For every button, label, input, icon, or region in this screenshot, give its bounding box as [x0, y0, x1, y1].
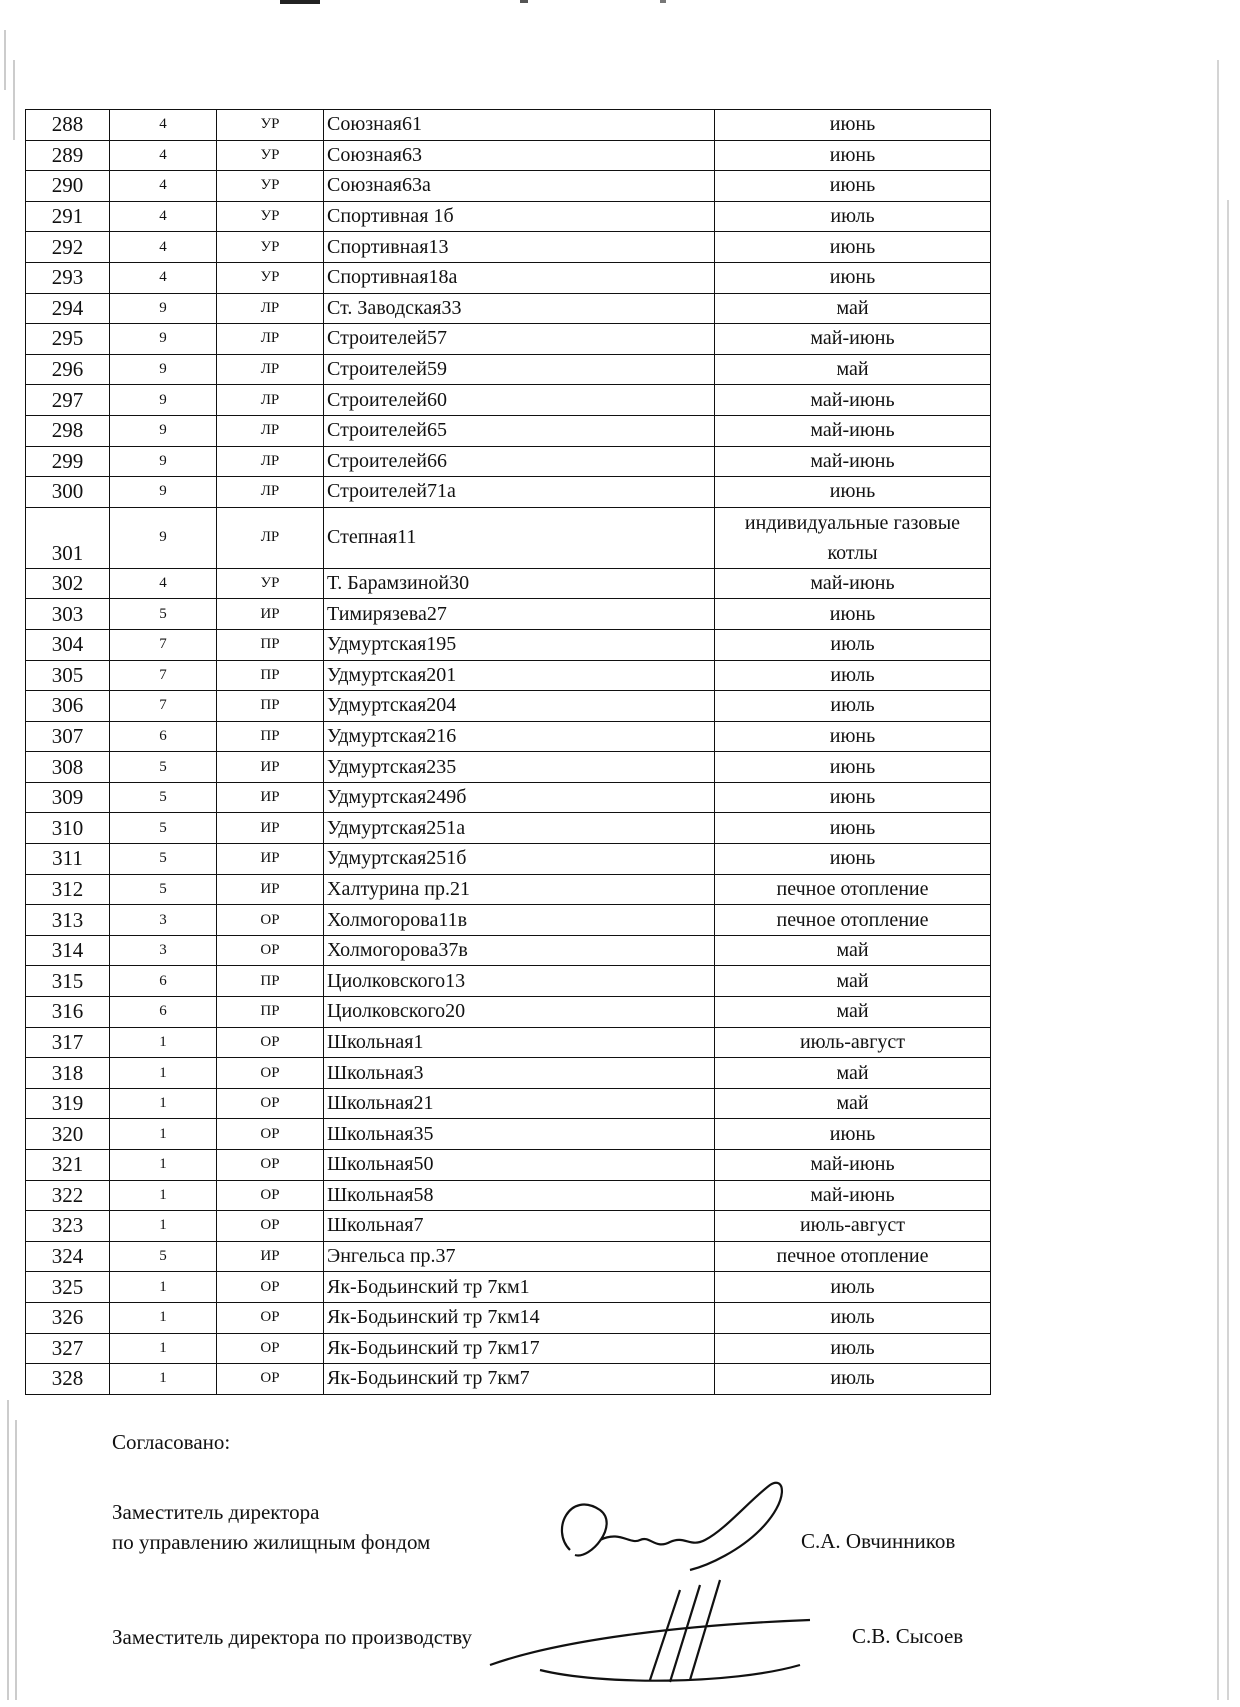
heating-month-cell: май [715, 293, 991, 324]
row-number-cell: 300 [26, 477, 110, 508]
district-abbr-cell: ИР [217, 599, 324, 630]
row-number-cell: 299 [26, 446, 110, 477]
district-abbr-cell: ПР [217, 966, 324, 997]
heating-month-cell: май [715, 966, 991, 997]
heating-month-cell: июль-август [715, 1027, 991, 1058]
address-cell: Спортивная13 [324, 232, 715, 263]
district-abbr-cell: УР [217, 232, 324, 263]
row-number-cell: 289 [26, 140, 110, 171]
district-code-cell: 7 [110, 629, 217, 660]
district-abbr-cell: УР [217, 262, 324, 293]
row-number-cell: 288 [26, 110, 110, 141]
row-number-cell: 292 [26, 232, 110, 263]
scan-edge-right [1210, 0, 1240, 1707]
scan-edge-top [0, 0, 1240, 14]
district-code-cell: 5 [110, 813, 217, 844]
district-abbr-cell: ОР [217, 1119, 324, 1150]
district-abbr-cell: ЛР [217, 354, 324, 385]
district-abbr-cell: ПР [217, 997, 324, 1028]
table-row [26, 782, 991, 813]
table-row [26, 415, 991, 446]
row-number-cell: 316 [26, 997, 110, 1028]
heating-month-cell: май [715, 354, 991, 385]
district-abbr-cell: ЛР [217, 293, 324, 324]
heating-month-cell: июнь [715, 721, 991, 752]
district-abbr-cell: ОР [217, 1180, 324, 1211]
table-row [26, 691, 991, 722]
district-code-cell: 1 [110, 1333, 217, 1364]
district-abbr-cell: ИР [217, 752, 324, 783]
district-abbr-cell: УР [217, 568, 324, 599]
table-row [26, 1302, 991, 1333]
table-row [26, 477, 991, 508]
table-row [26, 874, 991, 905]
district-code-cell: 4 [110, 568, 217, 599]
table-row [26, 905, 991, 936]
district-code-cell: 9 [110, 324, 217, 355]
heating-month-cell: июль [715, 660, 991, 691]
district-abbr-cell: ЛР [217, 415, 324, 446]
district-code-cell: 4 [110, 140, 217, 171]
row-number-cell: 317 [26, 1027, 110, 1058]
heating-month-cell: май-июнь [715, 324, 991, 355]
heating-month-cell: май [715, 997, 991, 1028]
row-number-cell: 320 [26, 1119, 110, 1150]
district-code-cell: 3 [110, 935, 217, 966]
table-row [26, 1058, 991, 1089]
heating-month-cell: июль [715, 629, 991, 660]
table-row [26, 1180, 991, 1211]
table-body [26, 110, 991, 1395]
address-cell: Холмогорова37в [324, 935, 715, 966]
heating-month-cell: июль [715, 691, 991, 722]
district-abbr-cell: ИР [217, 813, 324, 844]
row-number-cell: 322 [26, 1180, 110, 1211]
address-cell: Строителей66 [324, 446, 715, 477]
district-code-cell: 4 [110, 171, 217, 202]
signer1-position-line1: Заместитель директора [112, 1500, 320, 1524]
table-row [26, 201, 991, 232]
table-row [26, 262, 991, 293]
address-cell: Школьная1 [324, 1027, 715, 1058]
address-cell: Циолковского20 [324, 997, 715, 1028]
table-row [26, 171, 991, 202]
address-cell: Т. Барамзиной30 [324, 568, 715, 599]
heating-month-cell: июнь [715, 844, 991, 875]
district-code-cell: 7 [110, 660, 217, 691]
district-abbr-cell: ОР [217, 905, 324, 936]
heating-month-cell: май-июнь [715, 415, 991, 446]
heating-month-cell: май-июнь [715, 446, 991, 477]
row-number-cell: 321 [26, 1150, 110, 1181]
row-number-cell: 323 [26, 1211, 110, 1242]
address-cell: Як-Бодьинский тр 7км7 [324, 1364, 715, 1395]
signer1-name: С.А. Овчинников [801, 1529, 956, 1553]
district-code-cell: 4 [110, 232, 217, 263]
district-code-cell: 6 [110, 721, 217, 752]
row-number-cell: 303 [26, 599, 110, 630]
heating-month-cell: май [715, 1058, 991, 1089]
address-cell: Школьная58 [324, 1180, 715, 1211]
table-row [26, 629, 991, 660]
table-row [26, 110, 991, 141]
table-row [26, 140, 991, 171]
district-abbr-cell: ИР [217, 874, 324, 905]
table-row [26, 354, 991, 385]
address-cell: Тимирязева27 [324, 599, 715, 630]
table-row [26, 1333, 991, 1364]
district-code-cell: 1 [110, 1272, 217, 1303]
row-number-cell: 307 [26, 721, 110, 752]
district-code-cell: 5 [110, 599, 217, 630]
address-cell: Як-Бодьинский тр 7км14 [324, 1302, 715, 1333]
address-cell: Спортивная 1б [324, 201, 715, 232]
heating-month-cell: июнь [715, 1119, 991, 1150]
district-code-cell: 9 [110, 415, 217, 446]
table-row [26, 752, 991, 783]
district-code-cell: 4 [110, 262, 217, 293]
district-code-cell: 5 [110, 782, 217, 813]
table-row [26, 997, 991, 1028]
district-code-cell: 9 [110, 385, 217, 416]
heating-month-cell: июль-август [715, 1211, 991, 1242]
row-number-cell: 315 [26, 966, 110, 997]
heating-month-cell: июнь [715, 813, 991, 844]
table-row [26, 935, 991, 966]
district-code-cell: 1 [110, 1027, 217, 1058]
heating-month-cell: июнь [715, 599, 991, 630]
address-cell: Степная11 [324, 507, 715, 568]
district-code-cell: 1 [110, 1119, 217, 1150]
table-row [26, 813, 991, 844]
heating-month-cell: июнь [715, 110, 991, 141]
table-row [26, 385, 991, 416]
heating-month-cell: июль [715, 1302, 991, 1333]
address-cell: Школьная3 [324, 1058, 715, 1089]
district-code-cell: 1 [110, 1211, 217, 1242]
heating-month-cell: июнь [715, 752, 991, 783]
district-abbr-cell: ОР [217, 1058, 324, 1089]
table-row [26, 844, 991, 875]
district-abbr-cell: ОР [217, 935, 324, 966]
row-number-cell: 295 [26, 324, 110, 355]
row-number-cell: 306 [26, 691, 110, 722]
district-abbr-cell: ЛР [217, 477, 324, 508]
district-abbr-cell: ИР [217, 844, 324, 875]
row-number-cell: 311 [26, 844, 110, 875]
district-abbr-cell: ОР [217, 1302, 324, 1333]
heating-month-cell: июнь [715, 232, 991, 263]
heating-month-cell: май [715, 935, 991, 966]
address-cell: Удмуртская235 [324, 752, 715, 783]
row-number-cell: 326 [26, 1302, 110, 1333]
row-number-cell: 297 [26, 385, 110, 416]
heating-schedule-table-container [25, 109, 990, 1395]
address-cell: Циолковского13 [324, 966, 715, 997]
table-row [26, 507, 991, 568]
row-number-cell: 309 [26, 782, 110, 813]
row-number-cell: 302 [26, 568, 110, 599]
table-row [26, 1088, 991, 1119]
district-abbr-cell: ИР [217, 782, 324, 813]
district-code-cell: 7 [110, 691, 217, 722]
table-row [26, 1364, 991, 1395]
row-number-cell: 298 [26, 415, 110, 446]
district-abbr-cell: ОР [217, 1088, 324, 1119]
row-number-cell: 312 [26, 874, 110, 905]
address-cell: Школьная35 [324, 1119, 715, 1150]
address-cell: Ст. Заводская33 [324, 293, 715, 324]
district-code-cell: 9 [110, 293, 217, 324]
address-cell: Союзная63а [324, 171, 715, 202]
table-row [26, 660, 991, 691]
heating-month-cell: май-июнь [715, 385, 991, 416]
table-row [26, 1119, 991, 1150]
table-row [26, 324, 991, 355]
agreed-label: Согласовано: [112, 1430, 231, 1454]
address-cell: Энгельса пр.37 [324, 1241, 715, 1272]
district-code-cell: 1 [110, 1180, 217, 1211]
district-code-cell: 9 [110, 477, 217, 508]
row-number-cell: 313 [26, 905, 110, 936]
row-number-cell: 327 [26, 1333, 110, 1364]
district-abbr-cell: ЛР [217, 507, 324, 568]
table-row [26, 599, 991, 630]
district-code-cell: 9 [110, 507, 217, 568]
district-abbr-cell: УР [217, 110, 324, 141]
district-code-cell: 5 [110, 752, 217, 783]
district-abbr-cell: ОР [217, 1272, 324, 1303]
table-row [26, 1272, 991, 1303]
table-row [26, 721, 991, 752]
address-cell: Школьная7 [324, 1211, 715, 1242]
heating-month-cell: май-июнь [715, 1180, 991, 1211]
heating-month-cell: май [715, 1088, 991, 1119]
district-code-cell: 1 [110, 1302, 217, 1333]
row-number-cell: 305 [26, 660, 110, 691]
heating-month-cell: июнь [715, 140, 991, 171]
district-code-cell: 5 [110, 844, 217, 875]
table-row [26, 446, 991, 477]
row-number-cell: 301 [26, 507, 110, 568]
row-number-cell: 328 [26, 1364, 110, 1395]
table-row [26, 1211, 991, 1242]
district-abbr-cell: ПР [217, 660, 324, 691]
heating-month-cell: июль [715, 1272, 991, 1303]
heating-month-cell: июнь [715, 171, 991, 202]
district-code-cell: 4 [110, 201, 217, 232]
heating-month-cell: печное отопление [715, 905, 991, 936]
district-abbr-cell: ЛР [217, 446, 324, 477]
district-code-cell: 5 [110, 1241, 217, 1272]
address-cell: Як-Бодьинский тр 7км1 [324, 1272, 715, 1303]
heating-month-cell: май-июнь [715, 1150, 991, 1181]
address-cell: Удмуртская249б [324, 782, 715, 813]
address-cell: Халтурина пр.21 [324, 874, 715, 905]
address-cell: Удмуртская195 [324, 629, 715, 660]
district-code-cell: 1 [110, 1150, 217, 1181]
district-code-cell: 9 [110, 354, 217, 385]
row-number-cell: 319 [26, 1088, 110, 1119]
address-cell: Строителей57 [324, 324, 715, 355]
address-cell: Удмуртская216 [324, 721, 715, 752]
table-row [26, 1150, 991, 1181]
signer2-position: Заместитель директора по производству [112, 1625, 472, 1649]
district-code-cell: 6 [110, 997, 217, 1028]
district-code-cell: 1 [110, 1058, 217, 1089]
district-abbr-cell: УР [217, 140, 324, 171]
row-number-cell: 294 [26, 293, 110, 324]
district-code-cell: 5 [110, 874, 217, 905]
district-abbr-cell: ИР [217, 1241, 324, 1272]
table-row [26, 1241, 991, 1272]
row-number-cell: 291 [26, 201, 110, 232]
row-number-cell: 318 [26, 1058, 110, 1089]
heating-month-cell: печное отопление [715, 874, 991, 905]
signer2-name: С.В. Сысоев [852, 1624, 964, 1648]
row-number-cell: 324 [26, 1241, 110, 1272]
address-cell: Спортивная18а [324, 262, 715, 293]
address-cell: Як-Бодьинский тр 7км17 [324, 1333, 715, 1364]
district-abbr-cell: ПР [217, 721, 324, 752]
address-cell: Удмуртская201 [324, 660, 715, 691]
table-row [26, 1027, 991, 1058]
district-abbr-cell: ОР [217, 1333, 324, 1364]
district-abbr-cell: ОР [217, 1027, 324, 1058]
district-code-cell: 6 [110, 966, 217, 997]
district-code-cell: 1 [110, 1088, 217, 1119]
row-number-cell: 314 [26, 935, 110, 966]
heating-month-cell: июль [715, 201, 991, 232]
address-cell: Школьная21 [324, 1088, 715, 1119]
heating-month-cell: июль [715, 1333, 991, 1364]
district-code-cell: 4 [110, 110, 217, 141]
heating-month-cell: печное отопление [715, 1241, 991, 1272]
address-cell: Союзная61 [324, 110, 715, 141]
district-abbr-cell: ОР [217, 1211, 324, 1242]
district-abbr-cell: ОР [217, 1150, 324, 1181]
heating-month-cell: июль [715, 1364, 991, 1395]
address-cell: Строителей71а [324, 477, 715, 508]
address-cell: Холмогорова11в [324, 905, 715, 936]
signature-1 [540, 1470, 810, 1580]
district-abbr-cell: ЛР [217, 324, 324, 355]
address-cell: Школьная50 [324, 1150, 715, 1181]
address-cell: Удмуртская251а [324, 813, 715, 844]
address-cell: Строителей65 [324, 415, 715, 446]
district-abbr-cell: УР [217, 201, 324, 232]
heating-month-cell: июнь [715, 477, 991, 508]
row-number-cell: 293 [26, 262, 110, 293]
table-row [26, 966, 991, 997]
row-number-cell: 304 [26, 629, 110, 660]
heating-month-cell: июнь [715, 782, 991, 813]
heating-month-cell: июнь [715, 262, 991, 293]
heating-schedule-table [25, 109, 991, 1395]
district-code-cell: 9 [110, 446, 217, 477]
district-abbr-cell: ПР [217, 629, 324, 660]
district-abbr-cell: ЛР [217, 385, 324, 416]
address-cell: Удмуртская204 [324, 691, 715, 722]
heating-month-cell: май-июнь [715, 568, 991, 599]
signer1-position-line2: по управлению жилищным фондом [112, 1530, 431, 1554]
table-row [26, 568, 991, 599]
row-number-cell: 310 [26, 813, 110, 844]
address-cell: Удмуртская251б [324, 844, 715, 875]
row-number-cell: 308 [26, 752, 110, 783]
district-abbr-cell: ОР [217, 1364, 324, 1395]
district-code-cell: 3 [110, 905, 217, 936]
district-abbr-cell: ПР [217, 691, 324, 722]
scan-edge-left [0, 0, 28, 1707]
row-number-cell: 290 [26, 171, 110, 202]
signature-2 [480, 1570, 880, 1690]
district-abbr-cell: УР [217, 171, 324, 202]
address-cell: Строителей59 [324, 354, 715, 385]
district-code-cell: 1 [110, 1364, 217, 1395]
heating-month-cell: индивидуальные газовые котлы [715, 507, 991, 568]
table-row [26, 293, 991, 324]
table-row [26, 232, 991, 263]
row-number-cell: 296 [26, 354, 110, 385]
address-cell: Союзная63 [324, 140, 715, 171]
address-cell: Строителей60 [324, 385, 715, 416]
row-number-cell: 325 [26, 1272, 110, 1303]
